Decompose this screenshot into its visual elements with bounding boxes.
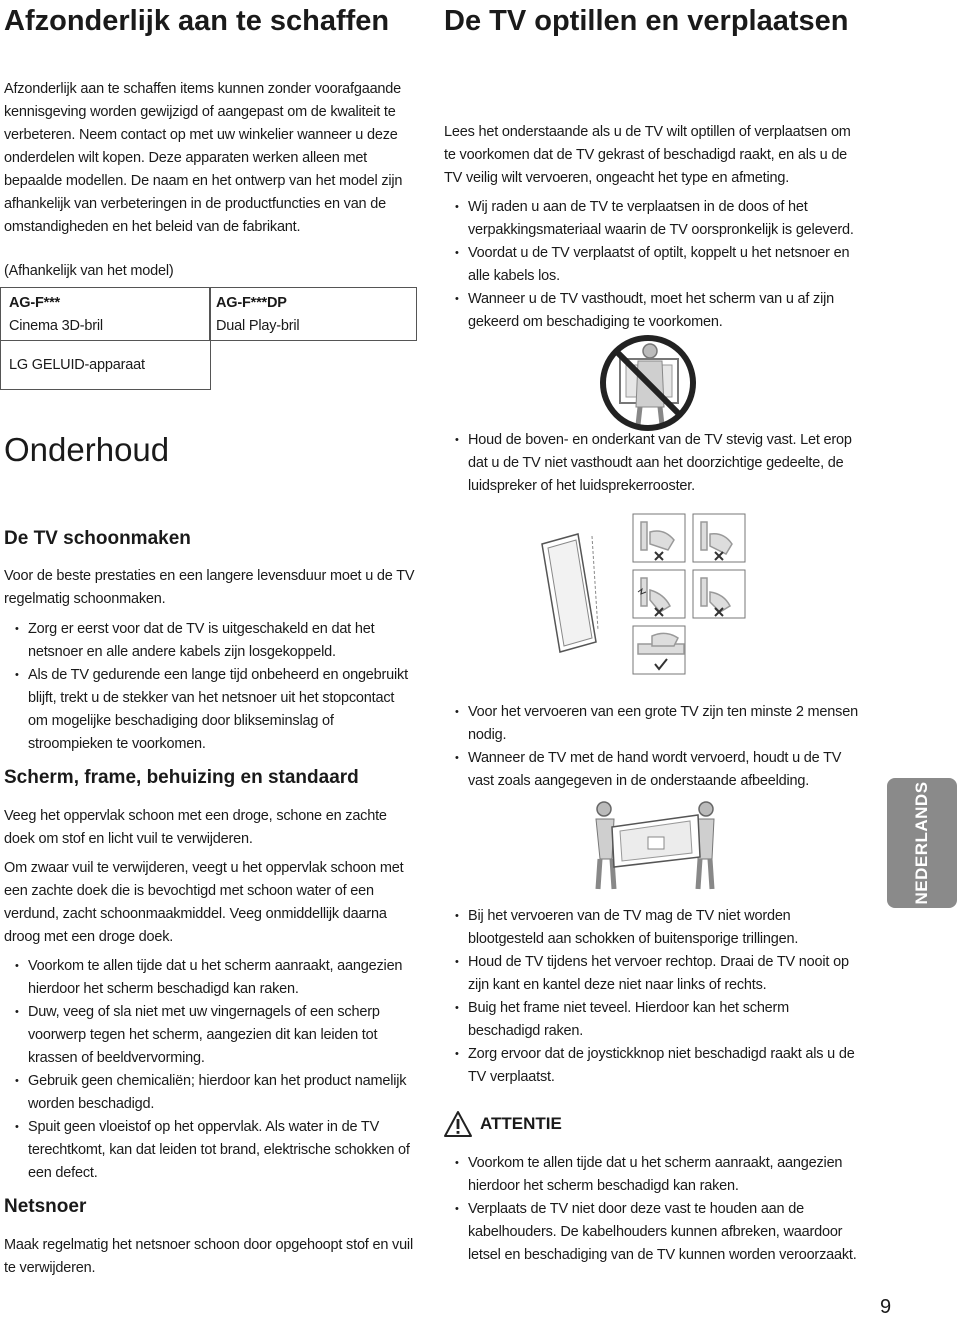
no-carry-screen-facing-illustration (598, 333, 698, 433)
accessory-dual-play (216, 292, 406, 338)
list-item: • Als de TV gedurende een lange tijd onbeheerd en ongebruikt blijft, trekt u de stekker van het netsnoer uit het stopcontact om mogelijke beschadiging door blikseminslag of stroompieken te voorkomen. (4, 664, 416, 756)
warning-icon (443, 1110, 473, 1138)
caution-title: ATTENTIE (480, 1114, 562, 1133)
list-item: • Houd de boven- en onderkant van de TV stevig vast. Let erop dat u de TV niet vasthoudt aan het doorzichtige gedeelte, de luidspreker of het luidsprekerrooster. (444, 429, 862, 498)
list-item: • Wanneer de TV met de hand wordt vervoerd, houdt u de TV vast zoals aangegeven in de onderstaande afbeelding. (444, 747, 862, 793)
move-list-2 (444, 429, 862, 498)
list-item: • Voorkom te allen tijde dat u het scherm aanraakt, aangezien hierdoor het scherm beschadigd kan raken. (4, 955, 416, 1001)
table-divider (209, 287, 211, 341)
heading-cord: Netsnoer (4, 1196, 87, 1217)
accessory-cinema-3d (9, 292, 199, 338)
heading-maintenance: Onderhoud (4, 431, 170, 468)
screen-list (4, 955, 416, 1185)
list-item: • Wanneer u de TV vasthoudt, moet het scherm van u af zijn gekeerd om beschadiging te voorkomen. (444, 288, 862, 334)
list-item: • Zorg er eerst voor dat de TV is uitgeschakeld en dat het netsnoer en alle andere kabels zijn losgekoppeld. (4, 618, 416, 664)
list-item: • Voor het vervoeren van een grote TV zijn ten minste 2 mensen nodig. (444, 701, 862, 747)
list-item: • Zorg ervoor dat de joystickknop niet beschadigd raakt als u de TV verplaatst. (444, 1043, 862, 1089)
language-tab-label: NEDERLANDS (912, 781, 931, 905)
cord-text: Maak regelmatig het netsnoer schoon door opgehoopt stof en vuil te verwijderen. (4, 1237, 413, 1276)
model-note: (Afhankelijk van het model) (4, 263, 174, 279)
cleaning-list (4, 618, 416, 756)
list-item: • Houd de TV tijdens het vervoer rechtop. Draai de TV nooit op zijn kant en kantel deze niet naar links of rechts. (444, 951, 862, 997)
list-item: • Voordat u de TV verplaatst of optilt, koppelt u het netsnoer en alle kabels los. (444, 242, 862, 288)
list-item: • Spuit geen vloeistof op het oppervlak. Als water in de TV terechtkomt, kan dat leiden tot brand, elektrische schokken of een defect. (4, 1116, 416, 1185)
two-people-carrying-tv-illustration (590, 797, 720, 892)
accessory-sound-device: LG GELUID-apparaat (9, 357, 145, 373)
accessory-name: Cinema 3D-bril (9, 318, 103, 334)
heading-screen: Scherm, frame, behuizing en standaard (4, 767, 359, 788)
page-number: 9 (880, 1296, 892, 1318)
language-tab (887, 778, 957, 908)
list-item: • Voorkom te allen tijde dat u het scherm aanraakt, aangezien hierdoor het scherm beschadigd kan raken. (444, 1152, 862, 1198)
tv-holding-positions-illustration (538, 512, 748, 677)
move-list-4 (444, 905, 862, 1089)
accessory-table-row-2 (0, 339, 211, 390)
list-item: • Wij raden u aan de TV te verplaatsen in de doos of het verpakkingsmateriaal waarin de TV oorspronkelijk is geleverd. (444, 196, 862, 242)
list-item: • Bij het vervoeren van de TV mag de TV niet worden blootgesteld aan schokken of buitensporige trillingen. (444, 905, 862, 951)
accessories-text: Afzonderlijk aan te schaffen items kunnen zonder voorafgaande kennisgeving worden gewijzigd of aangepast om de kwaliteit te verbeteren. Neem contact op met uw winkelier wanneer u deze onderdelen wilt kopen. Deze apparaten werken alleen met bepaalde modellen. De naam en het ontwerp van het model zijn afhankelijk van verbeteringen in de productfuncties en van de omstandigheden en het beleid van de fabrikant. (4, 81, 403, 235)
screen-text-1: Veeg het oppervlak schoon met een droge, schone en zachte doek om stof en licht vuil te verwijderen. (4, 808, 387, 847)
list-item: • Gebruik geen chemicaliën; hierdoor kan het product namelijk worden beschadigd. (4, 1070, 416, 1116)
heading-cleaning: De TV schoonmaken (4, 528, 191, 549)
heading-accessories: Afzonderlijk aan te schaffen (4, 5, 390, 37)
list-item: • Duw, veeg of sla niet met uw vingernagels of een scherp voorwerp tegen het scherm, aangezien dit kan leiden tot krassen of beeldvervorming. (4, 1001, 416, 1070)
caution-list (444, 1152, 862, 1267)
list-item: • Buig het frame niet teveel. Hierdoor kan het scherm beschadigd raken. (444, 997, 862, 1043)
screen-text-2: Om zwaar vuil te verwijderen, veegt u het oppervlak schoon met een zachte doek die is bevochtigd met schoon water of een verdund, zacht schoonmaakmiddel. Veeg onmiddellijk daarna droog met een droge doek. (4, 860, 404, 945)
move-list-3 (444, 701, 862, 793)
accessory-code: AG-F*** (9, 295, 60, 311)
cleaning-intro: Voor de beste prestaties en een langere levensduur moet u de TV regelmatig schoonmaken. (4, 568, 415, 607)
move-list-1 (444, 196, 862, 334)
accessory-code: AG-F***DP (216, 295, 287, 311)
list-item: • Verplaats de TV niet door deze vast te houden aan de kabelhouders. De kabelhouders kunnen afbreken, waardoor letsel en beschadiging van de TV kunnen worden veroorzaakt. (444, 1198, 862, 1267)
accessory-name: Dual Play-bril (216, 318, 300, 334)
heading-move: De TV optillen en verplaatsen (444, 5, 849, 37)
move-intro: Lees het onderstaande als u de TV wilt optillen of verplaatsen om te voorkomen dat de TV gekrast of beschadigd raakt, en als u de TV veilig wilt vervoeren, ongeacht het type en afmeting. (444, 124, 851, 186)
